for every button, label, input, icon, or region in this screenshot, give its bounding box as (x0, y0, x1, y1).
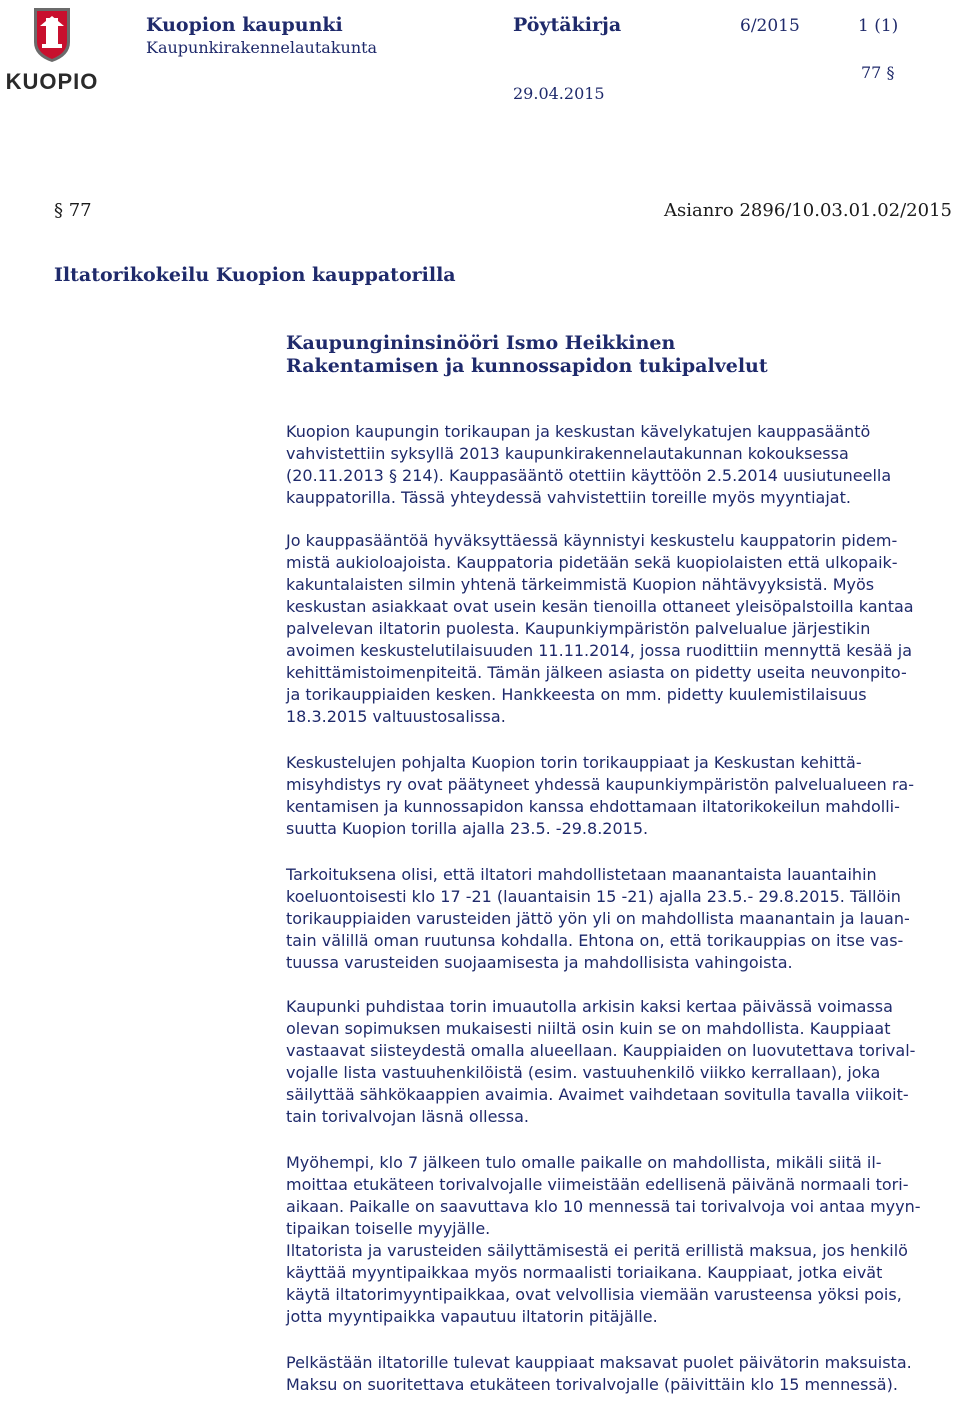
paragraph-line: tuussa varusteiden suojaamisesta ja mahdollisista vahingoista. (286, 953, 793, 972)
paragraph-line: vastaavat siisteydestä omalla alueellaan. Kauppiaiden on luovutettava torival- (286, 1041, 916, 1060)
page-count: 1 (1) (858, 16, 899, 36)
paragraph-7 (286, 1352, 958, 1396)
logo-wordmark: KUOPIO (5, 69, 99, 94)
paragraph-line: moittaa etukäteen torivalvojalle viimeistään edellisenä päivänä normaali tori- (286, 1175, 909, 1194)
header-section: 77 § (861, 63, 895, 82)
paragraph-line: Kuopion kaupungin torikaupan ja keskustan kävelykatujen kauppasääntö (286, 422, 871, 441)
paragraph-3 (286, 752, 958, 840)
paragraph-line: keskustan asiakkaat ovat usein kesän tienoilla ottaneet yleisöpalstoilla kantaa (286, 597, 914, 616)
paragraph-line: palvelevan iltatorin puolesta. Kaupunkiympäristön palvelualue järjestikin (286, 619, 871, 638)
paragraph-line: Maksu on suoritettava etukäteen torivalvojalle (päivittäin klo 15 mennessä). (286, 1375, 898, 1394)
paragraph-2 (286, 530, 958, 728)
paragraph-line: tipaikan toiselle myyjälle. (286, 1219, 491, 1238)
paragraph-4 (286, 864, 958, 974)
paragraph-line: (20.11.2013 § 214). Kauppasääntö otettiin käyttöön 2.5.2014 uusiutuneella (286, 466, 892, 485)
paragraph-line: aikaan. Paikalle on saavuttava klo 10 mennessä tai torivalvoja voi antaa myyn- (286, 1197, 921, 1216)
section-reference: § 77 (54, 200, 92, 221)
paragraph-line: Keskustelujen pohjalta Kuopion torin torikauppiaat ja Keskustan kehittä- (286, 753, 862, 772)
paragraph-line: käyttää myyntipaikkaa myös normaalisti toriaikana. Kauppiaat, jotka eivät (286, 1263, 883, 1282)
paragraph-line: kentamisen ja kunnossapidon kanssa ehdottamaan iltatorikokeilun mahdolli- (286, 797, 900, 816)
paragraph-line: käytä iltatorimyyntipaikkaa, ovat velvollisia viemään varusteensa yöksi pois, (286, 1285, 902, 1304)
paragraph-line: koeluontoisesti klo 17 -21 (lauantaisin 15 -21) ajalla 23.5.- 29.8.2015. Tällöin (286, 887, 901, 906)
paragraph-line: vahvistettiin syksyllä 2013 kaupunkirakennelautakunnan kokouksessa (286, 444, 849, 463)
paragraph-line: 18.3.2015 valtuustosalissa. (286, 707, 506, 726)
paragraph-line: olevan sopimuksen mukaisesti niiltä osin kuin se on mahdollista. Kauppiaat (286, 1019, 891, 1038)
paragraph-line: tain välillä oman ruutunsa kohdalla. Ehtona on, että torikauppias on itse vas- (286, 931, 904, 950)
paragraph-1 (286, 421, 958, 509)
kuopio-logo (4, 4, 100, 96)
paragraph-line: mistä aukioloajoista. Kauppatoria pidetään sekä kuopiolaisten että ulkopaik- (286, 553, 898, 572)
author-name: Kaupungininsinööri Ismo Heikkinen (286, 332, 676, 354)
paragraph-line: vojalle lista vastuuhenkilöistä (esim. vastuuhenkilö viikko kerrallaan), joka (286, 1063, 881, 1082)
paragraph-6 (286, 1152, 958, 1328)
organization-name: Kuopion kaupunki (146, 14, 343, 36)
paragraph-5 (286, 996, 958, 1128)
paragraph-line: kehittämistoimenpiteitä. Tämän jälkeen asiasta on pidetty useita neuvonpito- (286, 663, 907, 682)
case-number: Asianro 2896/10.03.01.02/2015 (663, 200, 952, 221)
paragraph-line: kauppatorilla. Tässä yhteydessä vahvistettiin toreille myös myyntiajat. (286, 488, 851, 507)
paragraph-line: Iltatorista ja varusteiden säilyttämisestä ei peritä erillistä maksua, jos henkilö (286, 1241, 908, 1260)
paragraph-line: ja torikauppiaiden kesken. Hankkeesta on mm. pidetty kuulemistilaisuus (286, 685, 867, 704)
coat-of-arms-icon (4, 4, 100, 96)
document-type: Pöytäkirja (513, 14, 622, 36)
author-department: Rakentamisen ja kunnossapidon tukipalvelut (286, 355, 768, 377)
document-number: 6/2015 (740, 16, 800, 36)
paragraph-line: Kaupunki puhdistaa torin imuautolla arkisin kaksi kertaa päivässä voimassa (286, 997, 893, 1016)
meeting-date: 29.04.2015 (513, 84, 605, 103)
paragraph-line: avoimen keskustelutilaisuuden 11.11.2014, jossa ruodittiin mennyttä kesää ja (286, 641, 913, 660)
paragraph-line: Myöhempi, klo 7 jälkeen tulo omalle paikalle on mahdollista, mikäli siitä il- (286, 1153, 882, 1172)
paragraph-line: Jo kauppasääntöä hyväksyttäessä käynnistyi keskustelu kauppatorin pidem- (286, 531, 898, 550)
paragraph-line: tain torivalvojan läsnä ollessa. (286, 1107, 529, 1126)
paragraph-line: misyhdistys ry ovat päätyneet yhdessä kaupunkiympäristön palvelualueen ra- (286, 775, 915, 794)
paragraph-line: säilyttää sähkökaappien avaimia. Avaimet vaihdetaan sovitulla tavalla viikoit- (286, 1085, 909, 1104)
paragraph-line: torikauppiaiden varusteiden jättö yön yli on mahdollista maanantain ja lauan- (286, 909, 910, 928)
paragraph-line: Tarkoituksena olisi, että iltatori mahdollistetaan maanantaista lauantaihin (286, 865, 877, 884)
organization-unit: Kaupunkirakennelautakunta (146, 38, 378, 57)
paragraph-line: suutta Kuopion torilla ajalla 23.5. -29.8.2015. (286, 819, 649, 838)
paragraph-line: kakuntalaisten silmin yhtenä tärkeimmistä Kuopion nähtävyyksistä. Myös (286, 575, 875, 594)
paragraph-line: Pelkästään iltatorille tulevat kauppiaat maksavat puolet päivätorin maksuista. (286, 1353, 912, 1372)
page-title: Iltatorikokeilu Kuopion kauppatorilla (54, 264, 456, 286)
paragraph-line: jotta myyntipaikka vapautuu iltatorin pitäjälle. (286, 1307, 658, 1326)
